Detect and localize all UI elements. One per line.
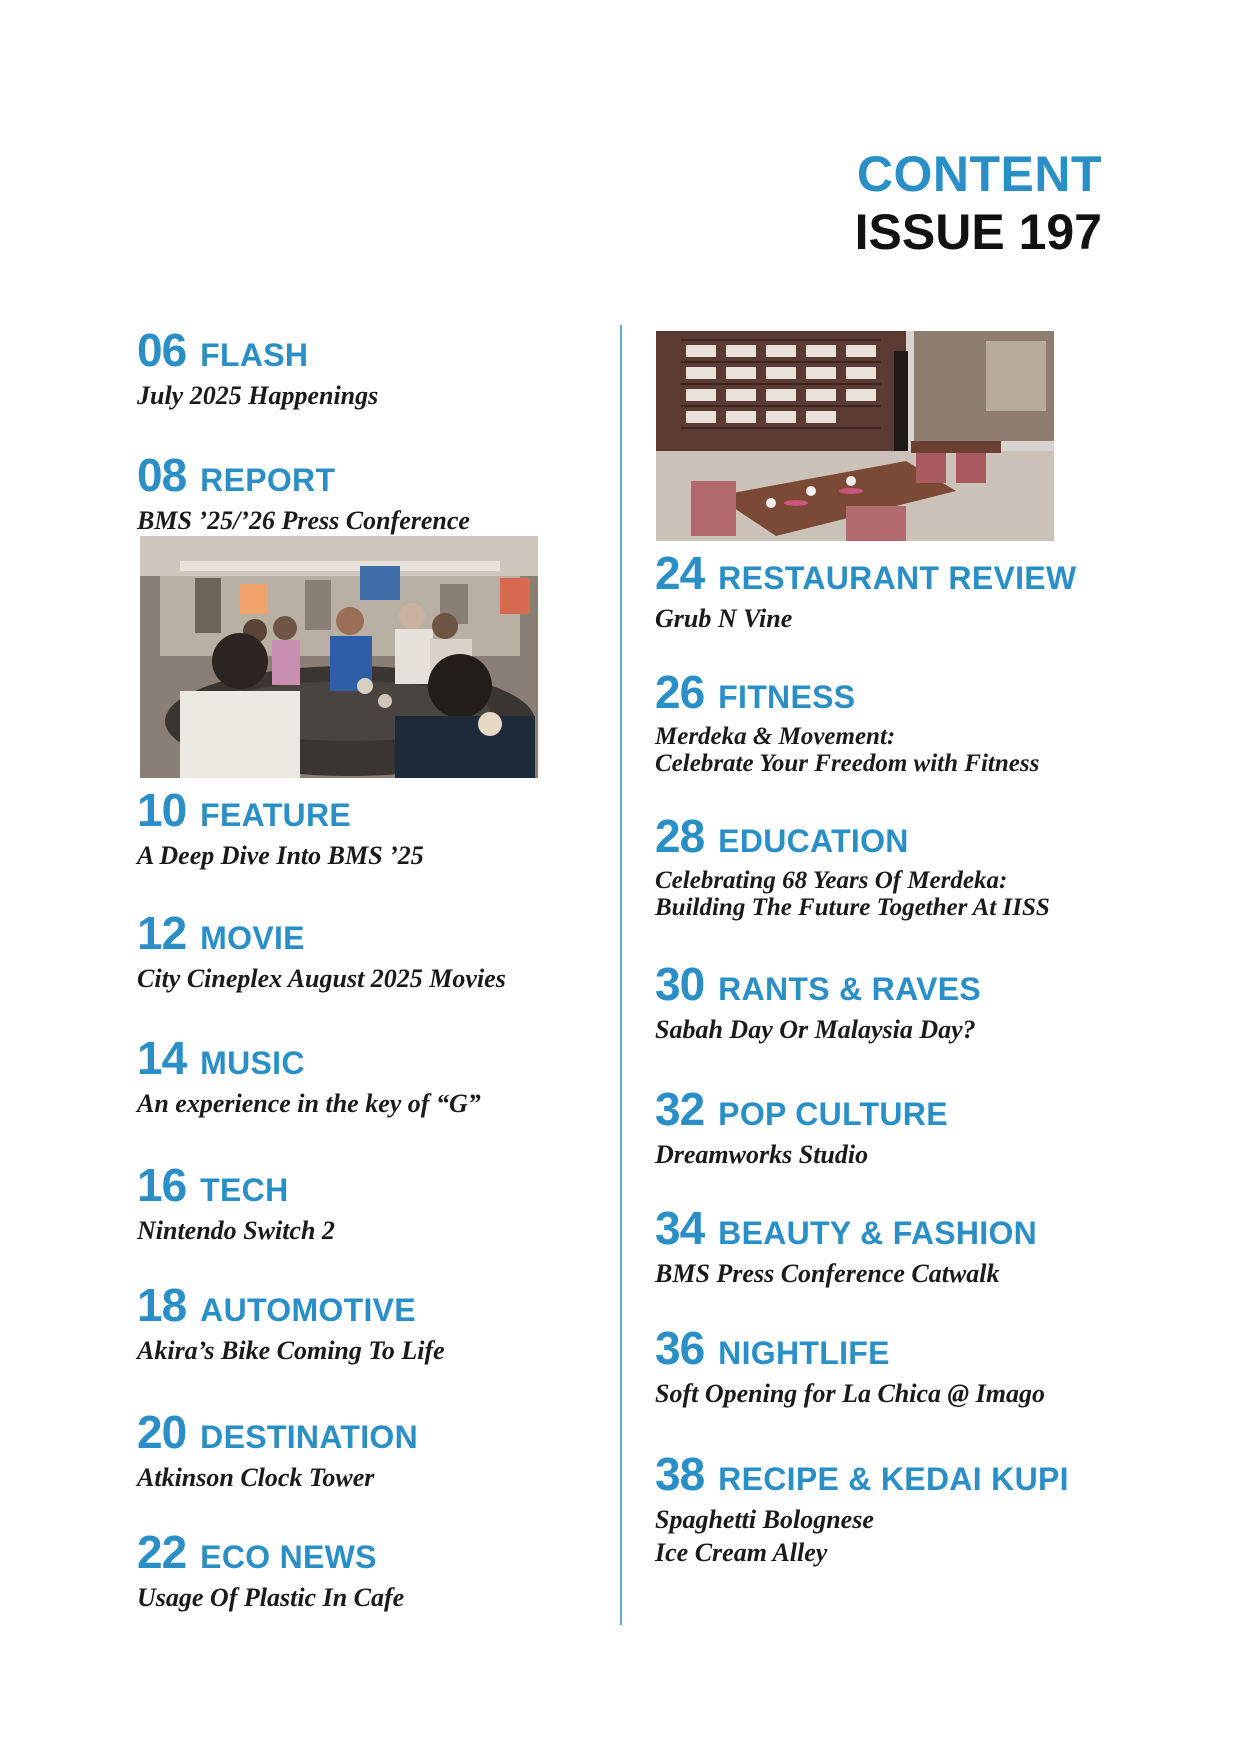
page-number: 08 xyxy=(137,449,187,501)
article-title: Soft Opening for La Chica @ Imago xyxy=(655,1379,1045,1408)
article-title: City Cineplex August 2025 Movies xyxy=(137,964,506,993)
toc-entry-movie[interactable] xyxy=(137,908,506,992)
page-number: 30 xyxy=(655,958,705,1010)
page-header xyxy=(855,145,1102,261)
issue-number: ISSUE 197 xyxy=(854,204,1102,260)
toc-entry-rants-raves[interactable] xyxy=(655,959,981,1043)
section-title: RANTS & RAVES xyxy=(718,971,982,1007)
page-number: 12 xyxy=(137,907,187,959)
article-subtitle: Celebrate Your Freedom with Fitness xyxy=(655,750,1040,777)
page-number: 36 xyxy=(655,1322,705,1374)
section-title: DESTINATION xyxy=(200,1419,418,1455)
article-title: Sabah Day Or Malaysia Day? xyxy=(655,1015,976,1044)
section-title: AUTOMOTIVE xyxy=(200,1292,416,1328)
toc-entry-pop-culture[interactable] xyxy=(655,1084,948,1168)
toc-entry-education[interactable] xyxy=(655,811,1050,920)
toc-entry-tech[interactable] xyxy=(137,1160,335,1244)
page-number: 28 xyxy=(655,810,705,862)
toc-entry-flash[interactable] xyxy=(137,325,378,409)
section-title: MOVIE xyxy=(200,920,305,956)
article-title: An experience in the key of “G” xyxy=(137,1089,481,1118)
toc-entry-destination[interactable] xyxy=(137,1407,418,1491)
article-title: Grub N Vine xyxy=(655,604,793,633)
section-title: NIGHTLIFE xyxy=(718,1335,890,1371)
article-title: BMS ’25/’26 Press Conference xyxy=(137,506,470,535)
article-title: Dreamworks Studio xyxy=(655,1140,869,1169)
section-title: EDUCATION xyxy=(718,823,909,859)
section-title: MUSIC xyxy=(200,1045,305,1081)
article-title: Akira’s Bike Coming To Life xyxy=(137,1336,445,1365)
toc-entry-nightlife[interactable] xyxy=(655,1323,1045,1407)
page-number: 10 xyxy=(137,784,187,836)
section-title: FITNESS xyxy=(718,679,856,715)
section-title: BEAUTY & FASHION xyxy=(718,1215,1038,1251)
page-number: 18 xyxy=(137,1279,187,1331)
section-title: FLASH xyxy=(200,337,309,373)
article-title: BMS Press Conference Catwalk xyxy=(655,1259,1000,1288)
section-title: TECH xyxy=(200,1172,289,1208)
article-subtitle: Ice Cream Alley xyxy=(655,1538,828,1567)
page-number: 22 xyxy=(137,1526,187,1578)
toc-entry-feature[interactable] xyxy=(137,785,424,869)
column-divider xyxy=(620,325,622,1625)
article-title: Spaghetti Bolognese xyxy=(655,1505,874,1534)
page-number: 24 xyxy=(655,547,705,599)
article-title: A Deep Dive Into BMS ’25 xyxy=(137,841,424,870)
page-number: 32 xyxy=(655,1083,705,1135)
section-title: FEATURE xyxy=(200,797,352,833)
toc-entry-restaurant-review[interactable] xyxy=(655,548,1076,632)
toc-entry-beauty-fashion[interactable] xyxy=(655,1203,1037,1287)
page-number: 38 xyxy=(655,1448,705,1500)
page-number: 26 xyxy=(655,666,705,718)
section-title: ECO NEWS xyxy=(200,1539,377,1575)
article-title: Merdeka & Movement: xyxy=(655,723,896,750)
toc-entry-recipe-kedai-kupi[interactable] xyxy=(655,1449,1069,1566)
toc-entry-report[interactable] xyxy=(137,450,470,534)
toc-entry-automotive[interactable] xyxy=(137,1280,445,1364)
page-number: 16 xyxy=(137,1159,187,1211)
section-title: RESTAURANT REVIEW xyxy=(718,560,1077,596)
page-number: 20 xyxy=(137,1406,187,1458)
toc-entry-fitness[interactable] xyxy=(655,667,1039,776)
article-subtitle: Building The Future Together At IISS xyxy=(655,894,1050,921)
section-title: RECIPE & KEDAI KUPI xyxy=(718,1461,1069,1497)
page-number: 34 xyxy=(655,1202,705,1254)
article-title: Celebrating 68 Years Of Merdeka: xyxy=(655,867,1008,894)
press-conference-photo xyxy=(140,536,538,778)
page-number: 06 xyxy=(137,324,187,376)
restaurant-photo xyxy=(656,331,1054,541)
content-title: CONTENT xyxy=(856,146,1102,202)
article-title: July 2025 Happenings xyxy=(137,381,379,410)
article-title: Usage Of Plastic In Cafe xyxy=(137,1583,405,1612)
section-title: REPORT xyxy=(200,462,336,498)
toc-entry-music[interactable] xyxy=(137,1033,481,1117)
section-title: POP CULTURE xyxy=(718,1096,948,1132)
article-title: Atkinson Clock Tower xyxy=(137,1463,375,1492)
page-number: 14 xyxy=(137,1032,187,1084)
article-title: Nintendo Switch 2 xyxy=(137,1216,335,1245)
toc-entry-eco-news[interactable] xyxy=(137,1527,404,1611)
